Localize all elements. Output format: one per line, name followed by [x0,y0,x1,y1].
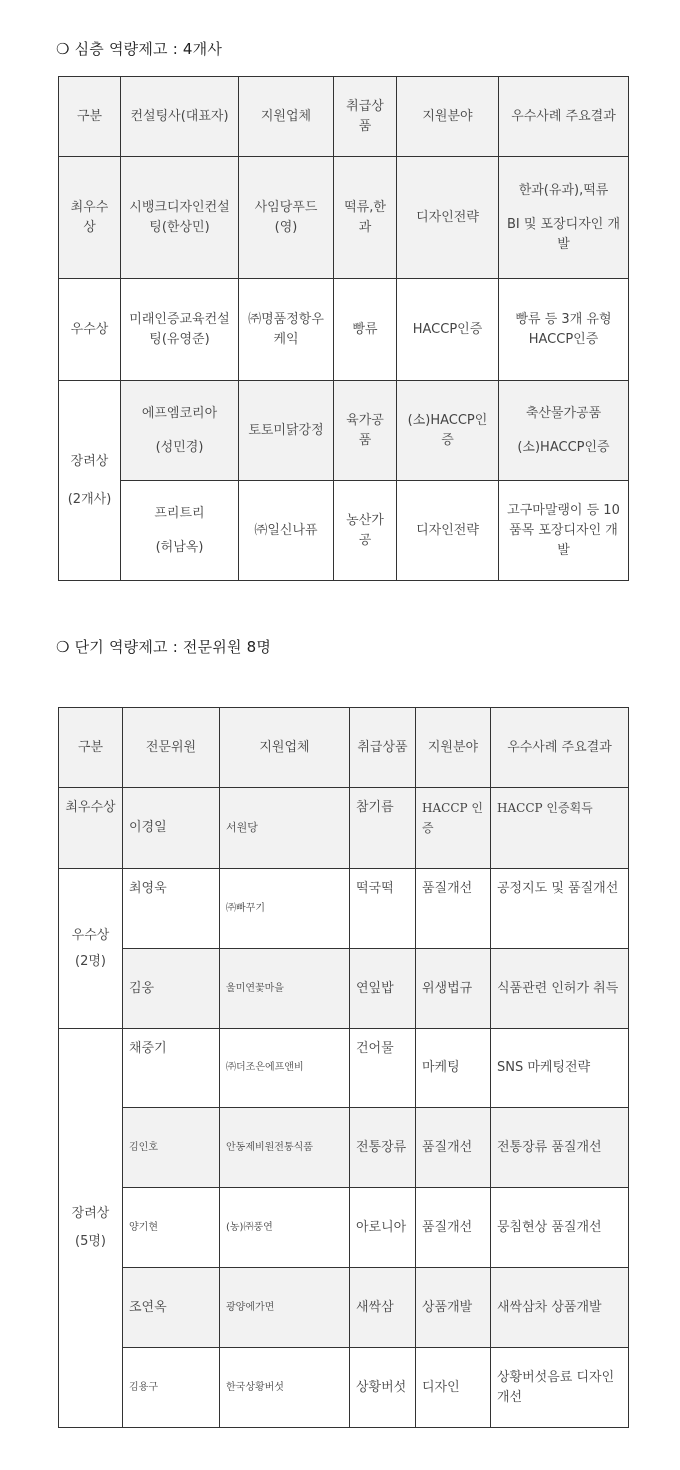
header-cell: 구분 [59,77,121,157]
table-row [59,1348,629,1428]
product-cell: 농산가공 [334,481,397,581]
award-label: 장려상 [71,1206,110,1221]
company-cell: 서원당 [220,788,350,869]
result-cell [499,381,629,481]
table-row [59,279,629,381]
table-row [59,949,629,1029]
table-row [59,157,629,279]
result-cell: SNS 마케팅전략 [491,1029,629,1108]
header-cell: 지원분야 [416,708,491,788]
company-cell: ㈜빠꾸기 [220,869,350,949]
expert-cell: 채중기 [123,1029,220,1108]
award-label: 장려상 [70,453,109,469]
field-cell: 마케팅 [416,1029,491,1108]
consultant-cell [121,481,239,581]
award-label: 우수상 [71,927,110,943]
product-cell: 떡류,한과 [334,157,397,279]
result-cell: 빵류 등 3개 유형 HACCP인증 [499,279,629,381]
award-cell [59,381,121,581]
header-cell: 우수사례 주요결과 [491,708,629,788]
table-row [59,381,629,481]
field-cell: HACCP 인증 [416,788,491,869]
consultant-cell: 시뱅크디자인컨설팅(한상민) [121,157,239,279]
company-cell: 안동제비원전통식품 [220,1108,350,1188]
deep-capacity-table [58,76,629,581]
header-cell: 취급상품 [350,708,416,788]
product-cell: 새싹삼 [350,1268,416,1348]
award-cell [59,869,123,1029]
result-line: BI 및 포장디자인 개발 [506,216,621,252]
table-row [59,1188,629,1268]
result-cell: 상황버섯음료 디자인개선 [491,1348,629,1428]
table-header-row [59,708,629,788]
field-cell: 상품개발 [416,1268,491,1348]
table-row [59,481,629,581]
product-cell: 육가공품 [334,381,397,481]
product-cell: 건어물 [350,1029,416,1108]
consultant-cell: 미래인증교육컨설팅(유영준) [121,279,239,381]
award-count: (2명) [75,953,106,969]
table-header-row [59,77,629,157]
company-cell: ㈜명품정항우케익 [239,279,334,381]
company-cell: (농)㈜풍연 [220,1188,350,1268]
header-cell: 전문위원 [123,708,220,788]
result-cell: 뭉침현상 품질개선 [491,1188,629,1268]
table-row [59,1029,629,1108]
award-cell [59,1029,123,1428]
result-cell: 고구마말랭이 등 10품목 포장디자인 개발 [499,481,629,581]
expert-cell: 양기현 [123,1188,220,1268]
company-cell: 한국상황버섯 [220,1348,350,1428]
company-cell: ㈜일신나퓨 [239,481,334,581]
table-row [59,788,629,869]
short-capacity-table [58,707,629,1428]
section1-title: ❍ 심층 역량제고 : 4개사 [56,40,223,58]
product-cell: 전통장류 [350,1108,416,1188]
expert-cell: 김인호 [123,1108,220,1188]
result-cell: 식품관련 인허가 취득 [491,949,629,1029]
header-cell: 컨설팅사(대표자) [121,77,239,157]
product-cell: 참기름 [350,788,416,869]
header-cell: 지원분야 [397,77,499,157]
award-count: (2개사) [67,491,112,507]
company-cell: 사임당푸드(영) [239,157,334,279]
company-cell: 토토미닭강정 [239,381,334,481]
field-cell: 품질개선 [416,869,491,949]
expert-cell: 조연옥 [123,1268,220,1348]
result-line: 축산물가공품 [525,405,602,421]
consultant-cell [121,381,239,481]
company-cell: 울미연꽃마을 [220,949,350,1029]
product-cell: 상황버섯 [350,1348,416,1428]
consultant-rep: (허남옥) [155,539,204,555]
company-cell: 광양에가면 [220,1268,350,1348]
table-row [59,1108,629,1188]
result-cell: HACCP 인증획득 [491,788,629,869]
product-cell: 아로니아 [350,1188,416,1268]
award-cell: 최우수상 [59,157,121,279]
product-cell: 빵류 [334,279,397,381]
section2-title: ❍ 단기 역량제고 : 전문위원 8명 [56,638,272,656]
result-cell [499,157,629,279]
header-cell: 취급상품 [334,77,397,157]
expert-cell: 김용구 [123,1348,220,1428]
award-count: (5명) [75,1234,106,1249]
table-row [59,1268,629,1348]
consultant-name: 에프엠코리아 [141,405,218,421]
expert-cell: 이경일 [123,788,220,869]
field-cell: 품질개선 [416,1108,491,1188]
table-row [59,869,629,949]
award-cell: 우수상 [59,279,121,381]
expert-cell: 김웅 [123,949,220,1029]
field-cell: 디자인전략 [397,481,499,581]
field-cell: 디자인전략 [397,157,499,279]
field-cell: 위생법규 [416,949,491,1029]
header-cell: 지원업체 [239,77,334,157]
header-cell: 지원업체 [220,708,350,788]
consultant-name: 프리트리 [154,505,205,521]
field-cell: HACCP인증 [397,279,499,381]
result-cell: 전통장류 품질개선 [491,1108,629,1188]
header-cell: 우수사례 주요결과 [499,77,629,157]
header-cell: 구분 [59,708,123,788]
result-line: 한과(유과),떡류 [518,182,609,198]
result-cell: 새싹삼차 상품개발 [491,1268,629,1348]
result-line: (소)HACCP인증 [517,439,610,455]
company-cell: ㈜더조은에프앤비 [220,1029,350,1108]
expert-cell: 최영욱 [123,869,220,949]
award-cell: 최우수상 [59,788,123,869]
field-cell: 디자인 [416,1348,491,1428]
field-cell: (소)HACCP인증 [397,381,499,481]
product-cell: 연잎밥 [350,949,416,1029]
product-cell: 떡국떡 [350,869,416,949]
consultant-rep: (성민경) [155,439,204,455]
result-cell: 공정지도 및 품질개선 [491,869,629,949]
field-cell: 품질개선 [416,1188,491,1268]
